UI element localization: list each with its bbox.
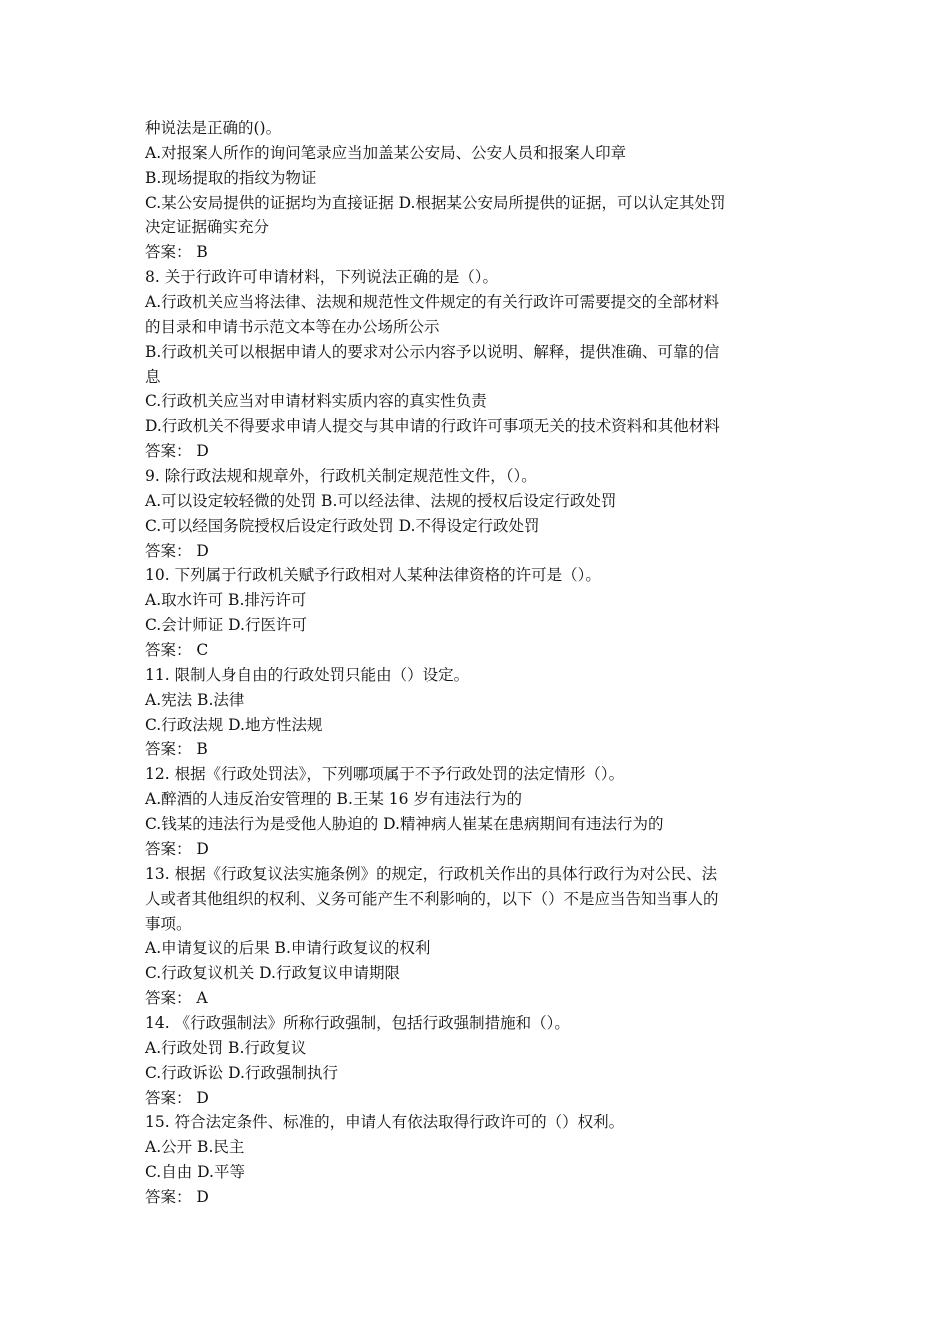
question-line: 11. 限制人身自由的行政处罚只能由（）设定。 xyxy=(145,665,470,684)
text-line: 的目录和申请书示范文本等在办公场所公示 xyxy=(145,317,440,336)
option-line: D.行政机关不得要求申请人提交与其申请的行政许可事项无关的技术资料和其他材料 xyxy=(145,417,720,436)
answer-line: 答案： D xyxy=(145,839,209,858)
question-line: 9. 除行政法规和规章外，行政机关制定规范性文件，（）。 xyxy=(145,467,537,486)
option-line: A.行政处罚 B.行政复议 xyxy=(145,1038,307,1057)
question-line: 8. 关于行政许可申请材料，下列说法正确的是（）。 xyxy=(145,268,498,287)
option-line: C.某公安局提供的证据均为直接证据 D.根据某公安局所提供的证据，可以认定其处罚 xyxy=(145,193,726,212)
option-line: A.申请复议的后果 B.申请行政复议的权利 xyxy=(145,939,431,958)
text-line: 息 xyxy=(145,367,161,386)
option-line: C.行政诉讼 D.行政强制执行 xyxy=(145,1063,338,1082)
option-line: A.对报案人所作的询问笔录应当加盖某公安局、公安人员和报案人印章 xyxy=(145,143,627,162)
question-line: 15. 符合法定条件、标准的，申请人有依法取得行政许可的（）权利。 xyxy=(145,1113,625,1132)
option-line: A.可以设定较轻微的处罚 B.可以经法律、法规的授权后设定行政处罚 xyxy=(145,491,617,510)
option-line: A.宪法 B.法律 xyxy=(145,690,245,709)
option-line: A.醉酒的人违反治安管理的 B.王某 16 岁有违法行为的 xyxy=(145,790,522,809)
option-line: C.行政机关应当对申请材料实质内容的真实性负责 xyxy=(145,392,487,411)
answer-line: 答案： D xyxy=(145,442,209,461)
answer-line: 答案： B xyxy=(145,740,208,759)
option-line: C.可以经国务院授权后设定行政处罚 D.不得设定行政处罚 xyxy=(145,516,540,535)
option-line: A.行政机关应当将法律、法规和规范性文件规定的有关行政许可需要提交的全部材料 xyxy=(145,293,720,312)
answer-line: 答案： D xyxy=(145,1088,209,1107)
option-line: C.钱某的违法行为是受他人胁迫的 D.精神病人崔某在患病期间有违法行为的 xyxy=(145,815,664,834)
text-line: 决定证据确实充分 xyxy=(145,218,270,237)
text-line: 人或者其他组织的权利、义务可能产生不利影响的，以下（）不是应当告知当事人的 xyxy=(145,889,719,908)
question-line: 13. 根据《行政复议法实施条例》的规定，行政机关作出的具体行政行为对公民、法 xyxy=(145,864,718,883)
answer-line: 答案： B xyxy=(145,243,208,262)
answer-line: 答案： D xyxy=(145,541,209,560)
question-line: 14. 《行政强制法》所称行政强制，包括行政强制措施和（）。 xyxy=(145,1013,570,1032)
option-line: C.行政法规 D.地方性法规 xyxy=(145,715,323,734)
option-line: B.行政机关可以根据申请人的要求对公示内容予以说明、解释，提供准确、可靠的信 xyxy=(145,342,720,361)
option-line: C.行政复议机关 D.行政复议申请期限 xyxy=(145,964,400,983)
answer-line: 答案： D xyxy=(145,1187,209,1206)
question-line: 10. 下列属于行政机关赋予行政相对人某种法律资格的许可是（）。 xyxy=(145,566,601,585)
text-line: 事项。 xyxy=(145,914,192,933)
option-line: C.自由 D.平等 xyxy=(145,1163,245,1182)
option-line: A.取水许可 B.排污许可 xyxy=(145,591,307,610)
answer-line: 答案： A xyxy=(145,989,208,1008)
document-page xyxy=(145,116,825,1210)
question-line: 12. 根据《行政处罚法》，下列哪项属于不予行政处罚的法定情形（）。 xyxy=(145,765,625,784)
option-line: B.现场提取的指纹为物证 xyxy=(145,168,317,187)
option-line: A.公开 B.民主 xyxy=(145,1138,245,1157)
option-line: C.会计师证 D.行医许可 xyxy=(145,616,307,635)
text-line: 种说法是正确的()。 xyxy=(145,119,282,137)
answer-line: 答案： C xyxy=(145,641,209,660)
